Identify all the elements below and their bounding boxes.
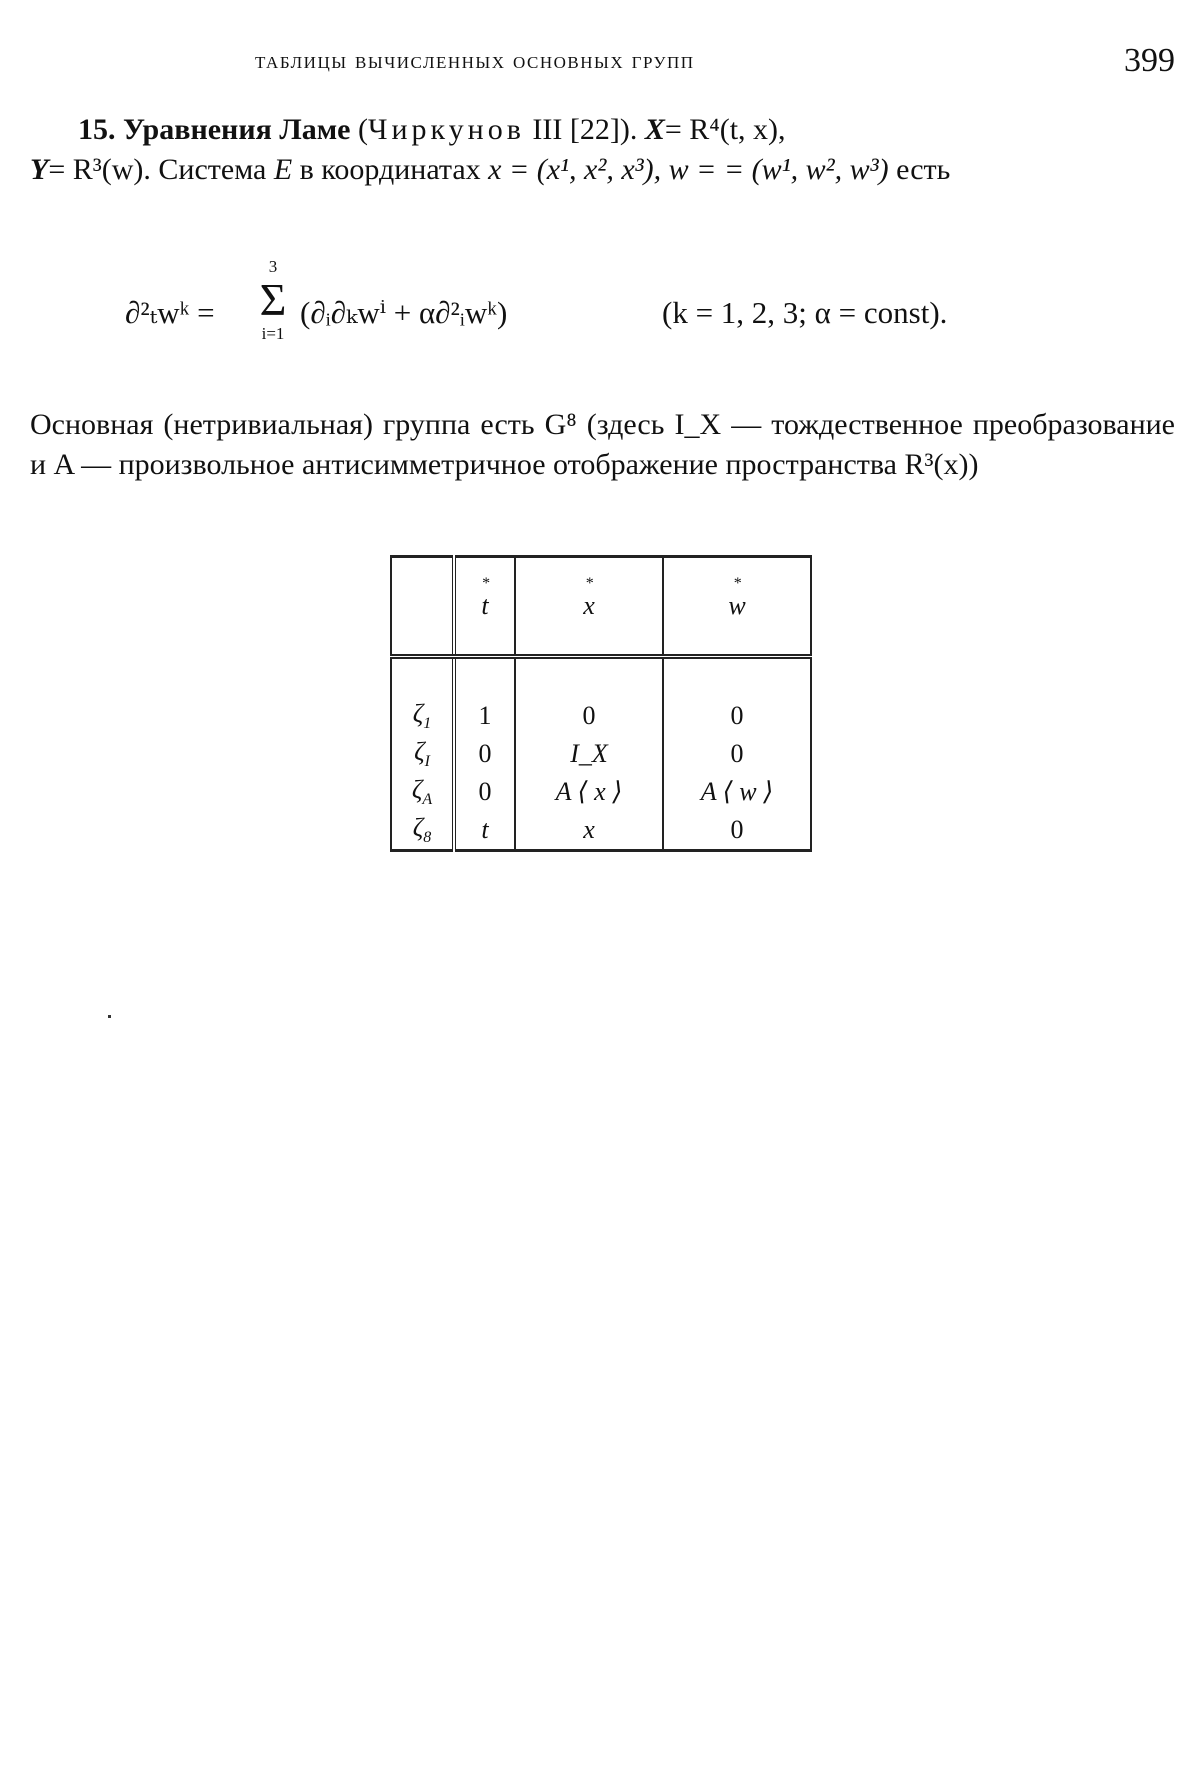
header-title: таблицы вычисленных основных групп bbox=[255, 48, 695, 74]
table-row bbox=[391, 735, 811, 773]
sum-upper-limit: 3 bbox=[268, 257, 278, 276]
table-header-x: * x bbox=[515, 557, 663, 657]
t-cell: 1 bbox=[454, 697, 515, 735]
w-cell: A ⟨ w ⟩ bbox=[663, 773, 811, 811]
table-row bbox=[391, 811, 811, 851]
table-header-generator bbox=[391, 557, 454, 657]
book-page bbox=[30, 0, 1175, 1780]
sigma-symbol: Σ bbox=[259, 274, 287, 325]
group-description: Основная (нетривиальная) группа есть G⁸ (здесь I_X — тождественное преобразование и A — произвольное антисимметричное отображение пространства R³(x)) bbox=[30, 408, 1175, 481]
w-cell: 0 bbox=[663, 697, 811, 735]
stray-dot bbox=[108, 1015, 111, 1018]
ref-open: ( bbox=[357, 113, 368, 146]
symbol-E: E bbox=[273, 153, 293, 186]
t-cell: 0 bbox=[454, 735, 515, 773]
section-title: Уравнения Ламе bbox=[123, 113, 351, 146]
w-cell: 0 bbox=[663, 811, 811, 851]
running-header bbox=[30, 42, 1175, 82]
Y-definition: = R³(w). bbox=[48, 153, 151, 186]
formula-rhs: (∂ᵢ∂ₖwⁱ + α∂²ᵢwᵏ) bbox=[300, 295, 508, 330]
table-header-row bbox=[391, 557, 811, 657]
author-name: Чиркунов bbox=[367, 113, 525, 146]
group-table-wrapper bbox=[390, 555, 812, 852]
X-definition: = R⁴(t, x), bbox=[664, 113, 786, 146]
table-header-w: * w bbox=[663, 557, 811, 657]
lame-equation bbox=[30, 258, 1175, 368]
generator-cell: $\zeta_I$ bbox=[391, 735, 454, 773]
coords-w: w = = (w¹, w², w³) bbox=[668, 153, 889, 186]
x-cell: x bbox=[515, 811, 663, 851]
t-cell: t bbox=[454, 811, 515, 851]
generator-cell: $\zeta_8$ bbox=[391, 811, 454, 851]
page-number: 399 bbox=[1124, 42, 1175, 79]
text-system: Система bbox=[158, 153, 267, 186]
text-is: есть bbox=[896, 153, 951, 186]
group-generators-table bbox=[390, 555, 812, 852]
symbol-X: X bbox=[644, 113, 665, 146]
formula-condition: (k = 1, 2, 3; α = const). bbox=[662, 295, 948, 330]
table-header-t: * t bbox=[454, 557, 515, 657]
x-cell: 0 bbox=[515, 697, 663, 735]
section-number: 15. bbox=[78, 113, 116, 146]
table-spacer-row bbox=[391, 657, 811, 698]
x-cell: I_X bbox=[515, 735, 663, 773]
table-row bbox=[391, 773, 811, 811]
w-cell: 0 bbox=[663, 735, 811, 773]
table-row bbox=[391, 697, 811, 735]
reference: III [22]). bbox=[532, 113, 638, 146]
formula-lhs: ∂²ₜwᵏ = bbox=[125, 295, 215, 330]
section-15-intro bbox=[30, 110, 1175, 190]
sum-lower-limit: i=1 bbox=[261, 324, 285, 343]
x-cell: A ⟨ x ⟩ bbox=[515, 773, 663, 811]
generator-cell: $\zeta_1$ bbox=[391, 697, 454, 735]
text-in-coords: в координатах bbox=[299, 153, 481, 186]
generator-cell: $\zeta_A$ bbox=[391, 773, 454, 811]
t-cell: 0 bbox=[454, 773, 515, 811]
summation bbox=[253, 258, 293, 344]
coords-x: x = (x¹, x², x³), bbox=[488, 153, 662, 186]
symbol-Y: Y bbox=[30, 153, 49, 186]
